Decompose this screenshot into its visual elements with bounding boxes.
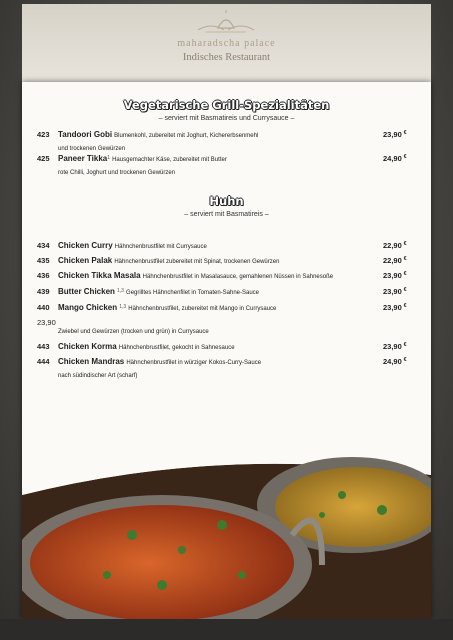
item-price: 23,90 €: [383, 287, 407, 296]
menu-item-443: [37, 341, 417, 354]
item-name: Paneer Tikka: [58, 154, 108, 163]
item-description: Hähnchenbrustfilet mit Currysauce: [114, 244, 207, 250]
section-title-veg-grill: Vegetarische Grill-Spezialitäten: [123, 98, 330, 112]
item-description: Hähnchenbrustfilet, gekocht in Sahnesauce: [118, 345, 235, 351]
item-allergen: 1,3: [117, 288, 124, 294]
item-number: 443: [37, 342, 50, 351]
item-price: 24,90 €: [383, 357, 407, 366]
item-name: Chicken Palak: [58, 256, 113, 265]
footer-strip: [0, 619, 453, 640]
item-price: 22,90 €: [383, 256, 407, 265]
item-description-cont: und trockenen Gewürzen: [58, 146, 126, 152]
item-price: 23,90 €: [383, 303, 407, 312]
item-price: 24,90 €: [383, 154, 407, 163]
item-description: Hähnchenbrustfilet, zubereitet mit Mango in Currysauce: [128, 306, 277, 312]
restaurant-subtitle: Indisches Restaurant: [182, 52, 271, 63]
item-name: Mango Chicken: [58, 303, 118, 312]
item-price: 23,90 €: [383, 271, 407, 280]
item-allergen: 1,3: [119, 304, 127, 310]
item-number: 435: [37, 256, 50, 265]
item-description-cont: nach südindischer Art (scharf): [58, 373, 138, 379]
item-number: 436: [37, 271, 50, 280]
item-number: 423: [37, 130, 50, 139]
menu-item-444: [37, 356, 417, 382]
item-description: Hähnchenbrustfilet in Masalasauce, gemahlenen Nüssen in Sahnesoße: [142, 274, 334, 280]
item-price: 23,90 €: [383, 130, 407, 139]
item-description: Hähnchenbrustfilet zubereitet mit Spinat, trockenen Gewürzen: [114, 259, 280, 265]
restaurant-name: maharadscha palace: [177, 38, 276, 49]
item-name: Chicken Mandras: [58, 357, 125, 366]
item-number: 440: [37, 303, 50, 312]
item-name: Butter Chicken: [58, 287, 115, 296]
item-description-cont: Zwiebel und Gewürzen (trocken und grün) in Currysauce: [58, 329, 209, 335]
item-number: 425: [37, 154, 50, 163]
menu-item-439: [37, 286, 417, 299]
item-allergen: 1: [107, 155, 110, 161]
item-description: Hausgemachter Käse, zubereitet mit Butter: [112, 157, 227, 163]
item-description: Gegrilltes Hähnchenfilet in Tomaten-Sahne-Sauce: [126, 290, 260, 296]
item-number: 434: [37, 241, 50, 250]
item-name: Chicken Curry: [58, 241, 113, 250]
menu-item-425: [37, 153, 417, 179]
menu-item-435: [37, 255, 417, 268]
menu-item-423: [37, 129, 417, 155]
palace-logo-icon: [196, 10, 256, 36]
indian-curry-dishes-photo: [22, 455, 431, 619]
item-description-cont: rote Chilli, Joghurt und trockenen Gewürzen: [58, 170, 176, 176]
item-description: Hähnchenbrustfilet in würziger Kokos-Curry-Sauce: [126, 360, 262, 366]
item-price: 23,90 €: [383, 342, 407, 351]
item-name: Chicken Korma: [58, 342, 117, 351]
item-name: Chicken Tikka Masala: [58, 271, 141, 280]
stray-price: 23,90: [37, 318, 56, 327]
section-subtitle-veg-grill: – serviert mit Basmatireis und Currysauce –: [158, 115, 295, 122]
item-number: 439: [37, 287, 50, 296]
item-description: Blumenkohl, zubereitet mit Joghurt, Kichererbsenmehl: [114, 133, 259, 139]
item-name: Tandoori Gobi: [58, 130, 113, 139]
menu-item-440: [37, 302, 417, 315]
item-price: 22,90 €: [383, 241, 407, 250]
section-title-huhn: Huhn: [209, 194, 244, 208]
section-subtitle-huhn: – serviert mit Basmatireis –: [184, 211, 269, 218]
item-number: 444: [37, 357, 50, 366]
menu-item-434: [37, 240, 417, 253]
menu-item-436: [37, 270, 417, 283]
